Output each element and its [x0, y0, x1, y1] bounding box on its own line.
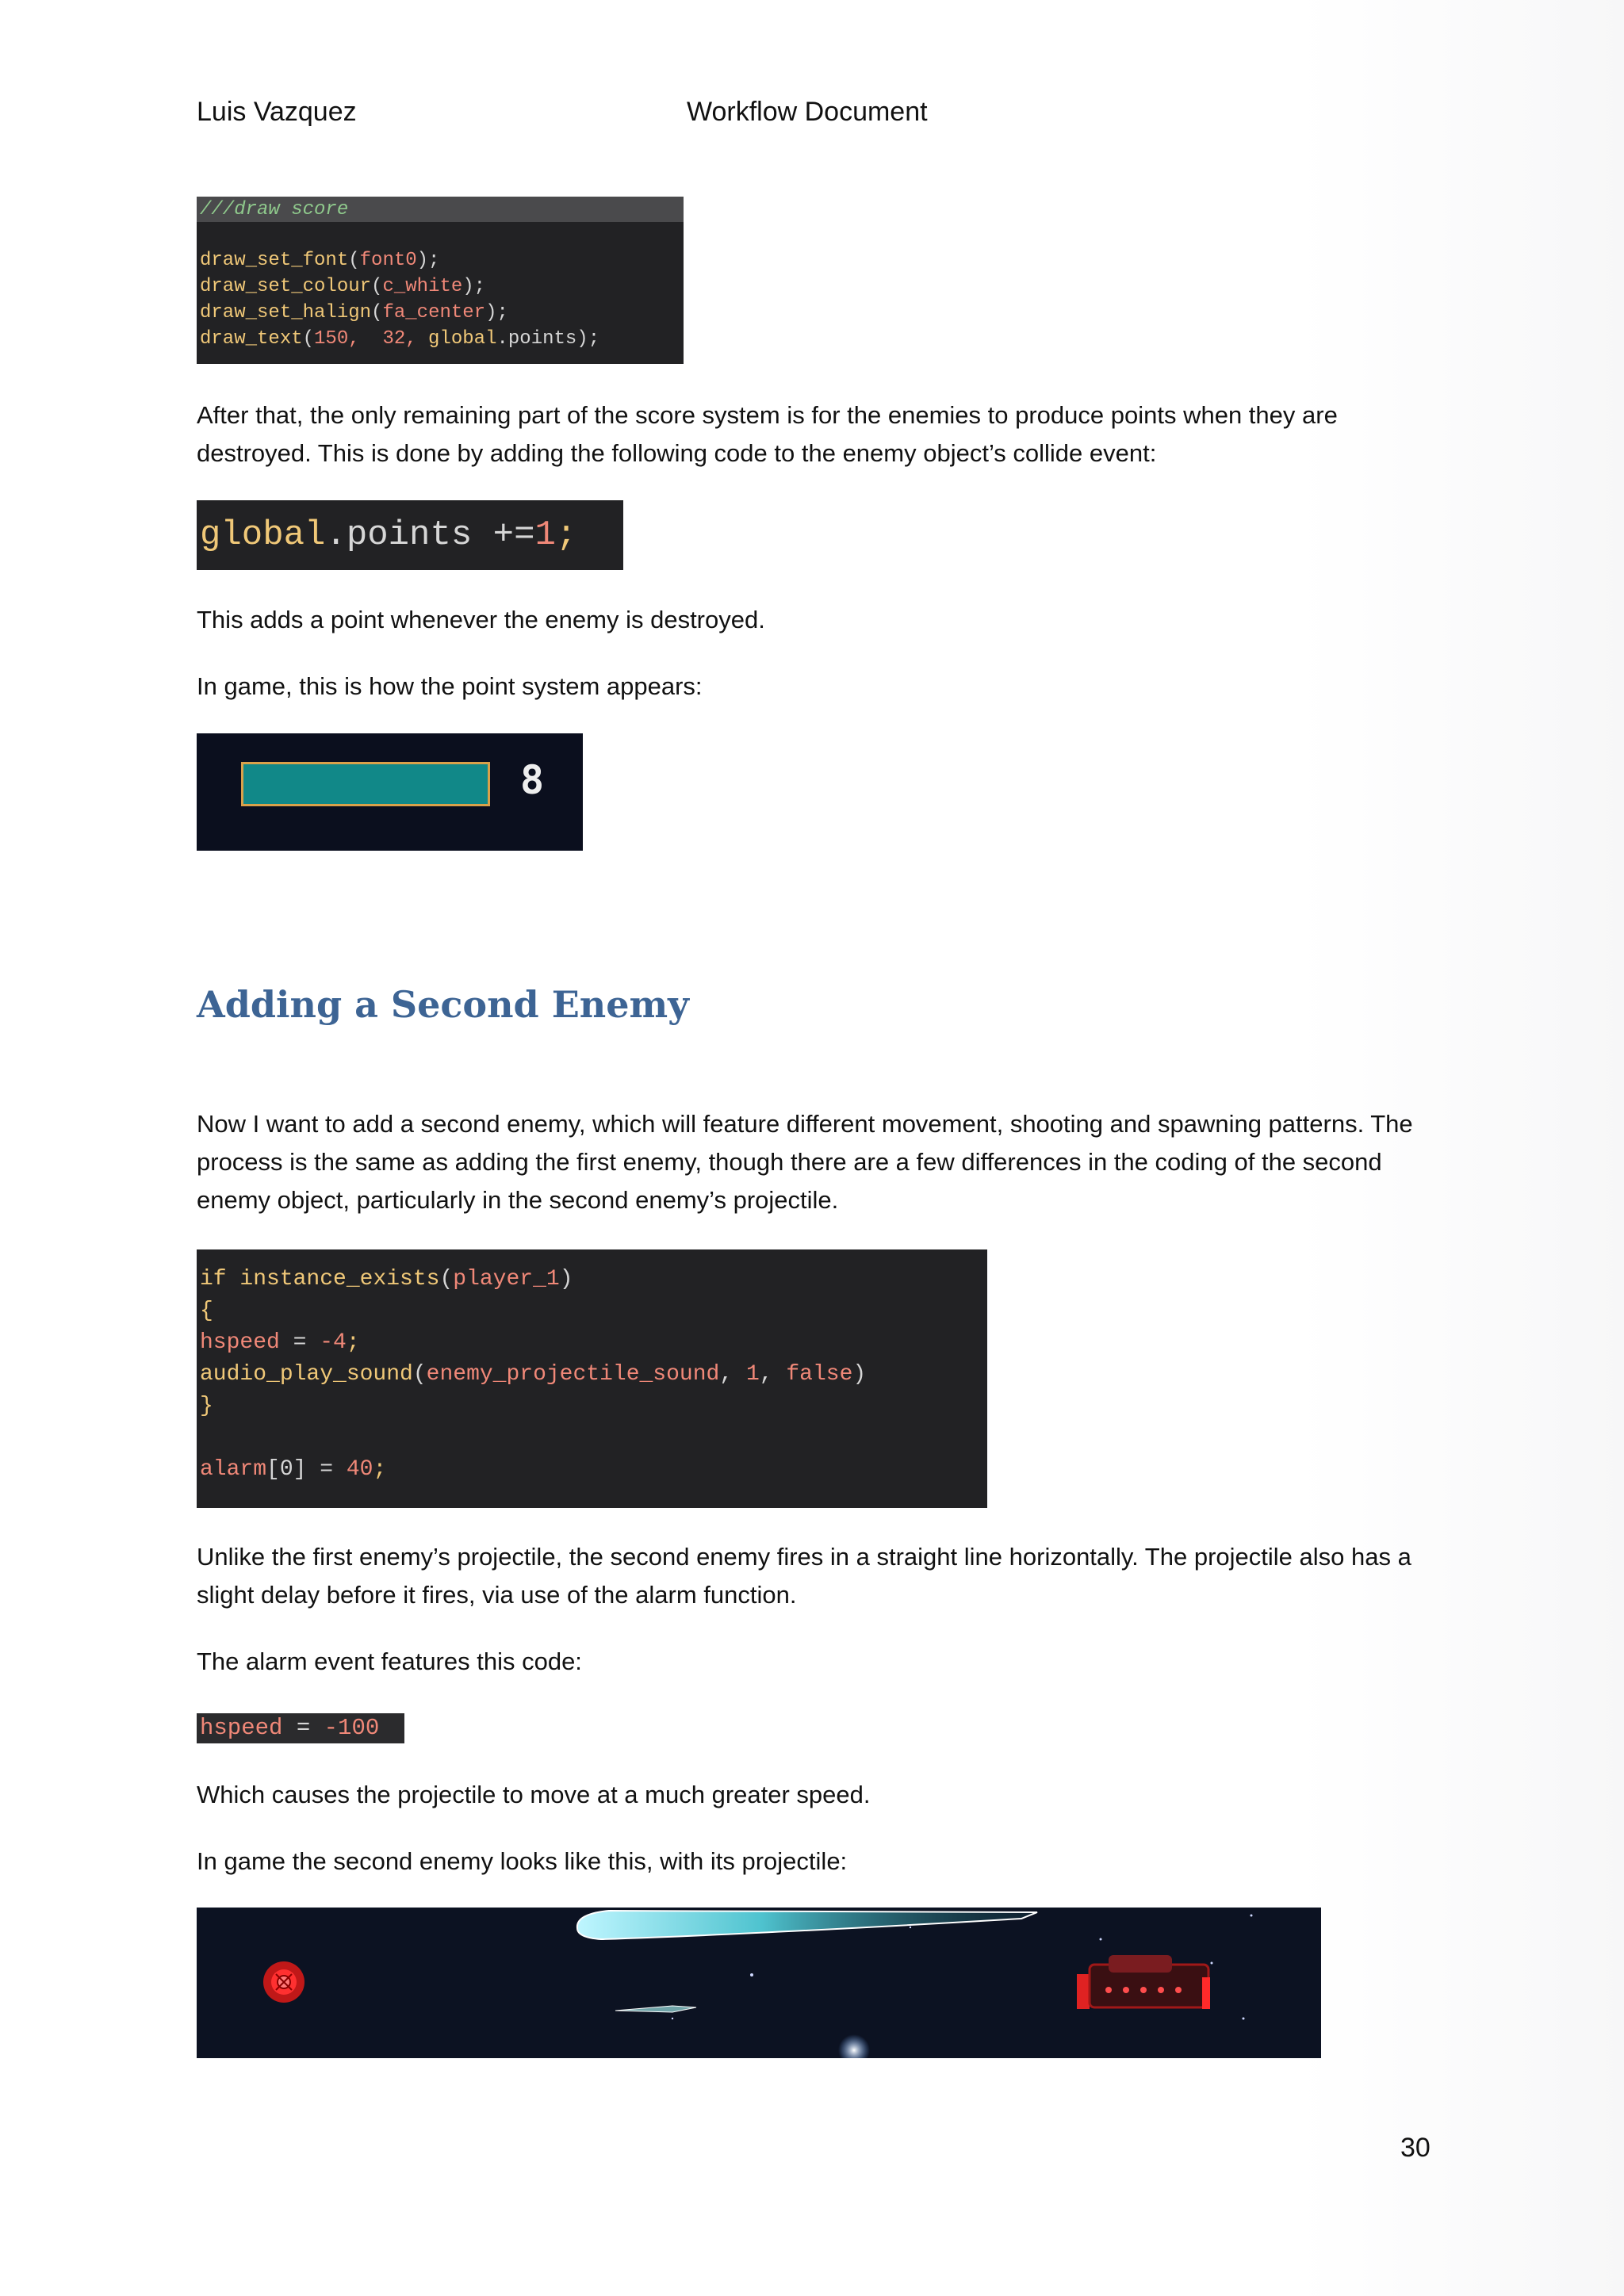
code-snippet-draw-score — [197, 197, 684, 364]
code-comment: ///draw score — [200, 199, 349, 220]
paragraph: This adds a point whenever the enemy is destroyed. — [197, 606, 765, 633]
code-line: draw_set_colour(c_white); — [200, 276, 486, 297]
code-line: draw_set_halign(fa_center); — [200, 302, 508, 323]
paragraph: The alarm event features this code: — [197, 1647, 582, 1675]
paragraph: Unlike the first enemy’s projectile, the second enemy fires in a straight line horizontally. The projectile also has a slight delay before it fires, via use of the alarm function. — [197, 1543, 1411, 1609]
page-number: 30 — [1400, 2133, 1431, 2163]
code-snippet-hspeed: hspeed = -100 — [197, 1713, 404, 1743]
game-enemy-screenshot — [197, 1908, 1321, 2058]
code-line: draw_set_font(font0); — [200, 250, 440, 271]
header-title: Workflow Document — [687, 97, 928, 127]
health-bar-fill — [243, 764, 488, 804]
paragraph: Now I want to add a second enemy, which will feature different movement, shooting and spawning patterns. The process is the same as adding the first enemy, though there are a few differences in the coding of the second enemy object, particularly in the second enemy’s projectile. — [197, 1110, 1413, 1214]
code-line: { — [200, 1299, 213, 1323]
paragraph: In game the second enemy looks like this, with its projectile: — [197, 1847, 848, 1875]
paragraph: Which causes the projectile to move at a much greater speed. — [197, 1781, 871, 1808]
code-line: } — [200, 1394, 213, 1418]
second-enemy-ship — [1077, 1955, 1210, 2009]
code-line: audio_play_sound(enemy_projectile_sound, 1, false) — [200, 1362, 867, 1387]
score-value: 8 — [520, 757, 545, 803]
game-scene — [197, 1908, 1321, 2058]
code-line: if instance_exists(player_1) — [200, 1267, 573, 1292]
paragraph: In game, this is how the point system appears: — [197, 672, 703, 700]
health-bar — [241, 762, 490, 806]
header-author: Luis Vazquez — [197, 97, 357, 127]
code-line: draw_text(150, 32, global.points); — [200, 328, 600, 350]
code-line — [200, 1422, 987, 1454]
enemy-projectile — [577, 1911, 1037, 1939]
code-line: alarm[0] = 40; — [200, 1457, 387, 1482]
code-line: hspeed = -4; — [200, 1330, 360, 1355]
glow-orb — [838, 2034, 870, 2058]
paragraph: After that, the only remaining part of the score system is for the enemies to produce points when they are destroyed. This is done by adding the following code to the enemy object’s collide event: — [197, 401, 1338, 467]
section-heading: Adding a Second Enemy — [197, 983, 689, 1026]
code-snippet-points: global.points +=1; — [197, 500, 623, 570]
player-ship — [263, 1961, 304, 2003]
player-projectile — [615, 2006, 696, 2012]
code-snippet-enemy — [197, 1249, 987, 1508]
game-score-screenshot — [197, 733, 583, 851]
